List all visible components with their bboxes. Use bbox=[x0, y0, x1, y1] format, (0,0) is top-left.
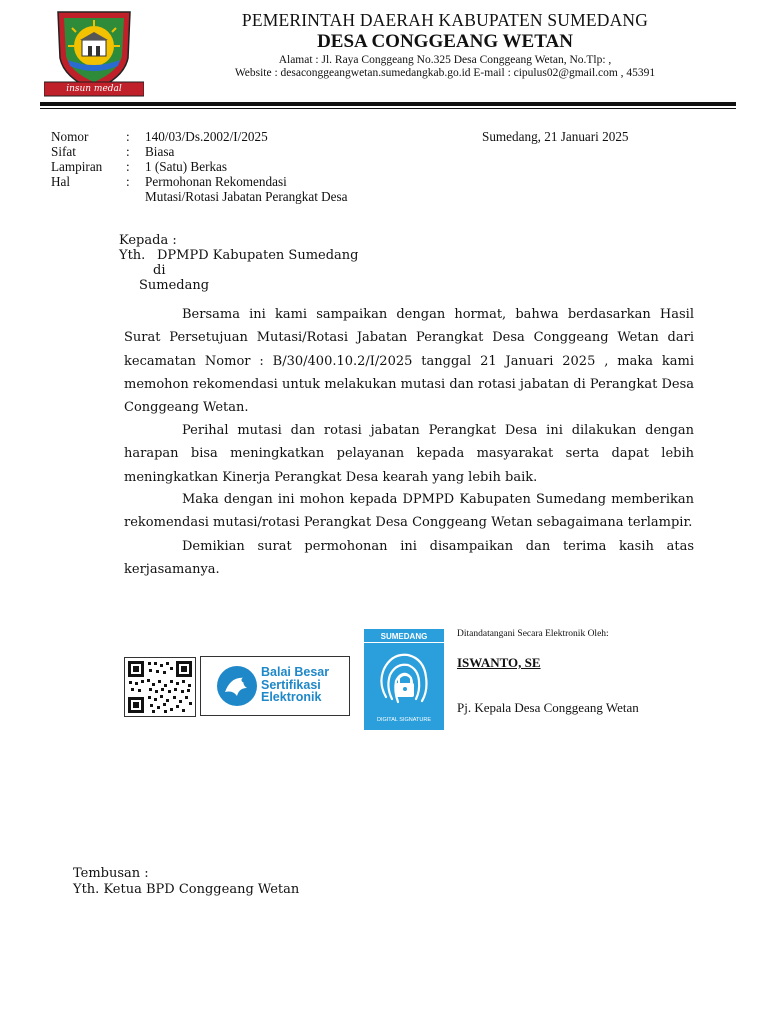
bsre-text-1: Balai Besar bbox=[261, 665, 330, 679]
body-paragraph-3-text: Maka dengan ini mohon kepada DPMPD Kabupaten Sumedang memberikan rekomendasi mutasi/rotasi Perangkat Desa Conggeang Wetan sebagaimana terlampir. bbox=[124, 492, 694, 531]
header-divider-thin bbox=[40, 108, 736, 109]
badge-divider bbox=[364, 642, 444, 643]
body-paragraph-2 bbox=[124, 419, 694, 489]
bsre-text-2: Sertifikasi bbox=[261, 677, 321, 692]
hal-colon: : bbox=[126, 174, 130, 189]
body-paragraph-3 bbox=[124, 488, 694, 535]
body-paragraph-1 bbox=[124, 303, 694, 419]
body-paragraph-4-text: Demikian surat permohonan ini disampaikan dan terima kasih atas kerjasamanya. bbox=[124, 539, 694, 578]
bsre-logo bbox=[200, 656, 350, 716]
lampiran-label: Lampiran bbox=[51, 159, 103, 174]
verification-qr-code[interactable] bbox=[124, 657, 196, 717]
tembusan-label: Tembusan : bbox=[73, 866, 149, 881]
government-name: PEMERINTAH DAERAH KABUPATEN SUMEDANG bbox=[241, 10, 649, 30]
body-paragraph-4 bbox=[124, 535, 694, 582]
nomor-value: 140/03/Ds.2002/I/2025 bbox=[145, 129, 268, 144]
website-email-line: Website : desaconggeangwetan.sumedangkab.go.id E-mail : cipulus02@gmail.com , 45391 bbox=[234, 67, 656, 79]
header-divider-thick bbox=[40, 102, 736, 106]
lampiran-value: 1 (Satu) Berkas bbox=[145, 159, 228, 174]
kepada-label: Kepada : bbox=[119, 233, 177, 248]
letter-date: Sumedang, 21 Januari 2025 bbox=[482, 129, 629, 144]
tembusan-item: Yth. Ketua BPD Conggeang Wetan bbox=[73, 882, 300, 897]
body-paragraph-1-text: Bersama ini kami sampaikan dengan hormat, bahwa berdasarkan Hasil Surat Persetujuan Mutasi/Rotasi Jabatan Perangkat Desa Conggeang Wetan dari kecamatan Nomor : B/30/400.10.2/I/2025 tanggal 21 Januari 2025 , maka kami memohon rekomendasi untuk melakukan mutasi dan rotasi jabatan di Perangkat Desa Conggeang Wetan. bbox=[124, 307, 694, 416]
signer-name: ISWANTO, SE bbox=[457, 655, 541, 670]
hal-value-2: Mutasi/Rotasi Jabatan Perangkat Desa bbox=[145, 189, 348, 204]
digital-signature-badge bbox=[364, 629, 444, 730]
village-name: DESA CONGGEANG WETAN bbox=[317, 31, 573, 52]
body-paragraph-2-text: Perihal mutasi dan rotasi jabatan Perangkat Desa ini dilakukan dengan harapan bisa meningkatkan pelayanan kepada masyarakat serta dapat lebih meningkatkan Kinerja Perangkat Desa kearah yang lebih baik. bbox=[124, 423, 694, 485]
hal-label: Hal bbox=[51, 174, 71, 189]
fingerprint-lock-icon bbox=[374, 647, 434, 713]
signed-electronically-note: Ditandatangani Secara Elektronik Oleh: bbox=[457, 629, 609, 639]
recipient-di: di bbox=[153, 263, 166, 278]
recipient-name: DPMPD Kabupaten Sumedang bbox=[157, 248, 359, 263]
bsre-emblem-icon bbox=[217, 666, 257, 706]
nomor-label: Nomor bbox=[51, 129, 89, 144]
municipal-logo bbox=[44, 8, 144, 98]
badge-caption: DIGITAL SIGNATURE bbox=[377, 717, 431, 723]
hal-value-1: Permohonan Rekomendasi bbox=[145, 174, 287, 189]
sifat-value: Biasa bbox=[145, 144, 175, 159]
sifat-label: Sifat bbox=[51, 144, 76, 159]
qr-code-icon bbox=[125, 658, 195, 716]
signer-position: Pj. Kepala Desa Conggeang Wetan bbox=[457, 700, 639, 715]
badge-region-label: SUMEDANG bbox=[380, 632, 428, 641]
nomor-colon: : bbox=[126, 129, 130, 144]
lampiran-colon: : bbox=[126, 159, 130, 174]
yth-label: Yth. bbox=[119, 248, 146, 263]
bsre-text-3: Elektronik bbox=[261, 690, 322, 704]
recipient-place: Sumedang bbox=[139, 278, 210, 293]
sifat-colon: : bbox=[126, 144, 130, 159]
address-line: Alamat : Jl. Raya Conggeang No.325 Desa Conggeang Wetan, No.Tlp: , bbox=[278, 54, 612, 66]
logo-motto: insun medal bbox=[66, 84, 122, 94]
